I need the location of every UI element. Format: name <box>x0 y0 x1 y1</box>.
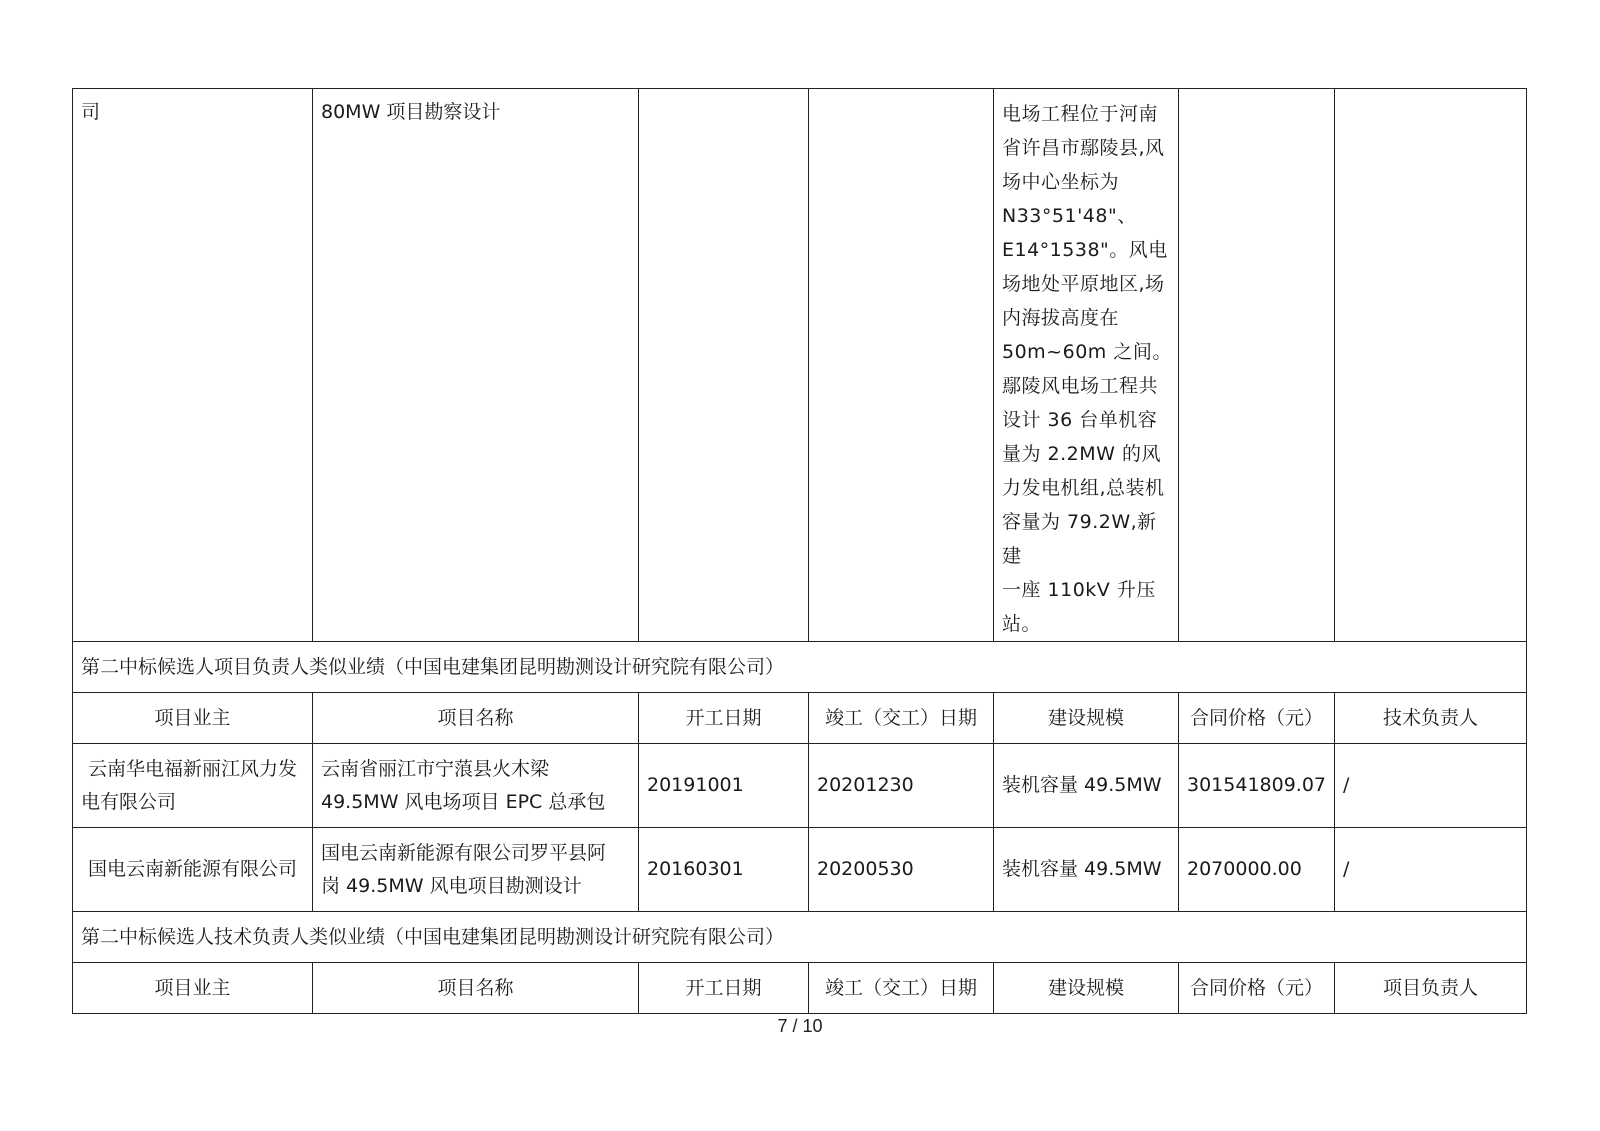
cell-end-date: 20201230 <box>809 744 994 828</box>
cell-owner <box>73 744 313 828</box>
desc-line: 设计 36 台单机容 <box>1002 409 1158 431</box>
desc-line: 力发电机组,总装机 <box>1002 477 1165 499</box>
section-title-row <box>73 642 1527 693</box>
section-title: 第二中标候选人技术负责人类似业绩（中国电建集团昆明勘测设计研究院有限公司） <box>73 912 1527 963</box>
desc-line: 容量为 79.2W,新建 <box>1002 511 1157 567</box>
section-title: 第二中标候选人项目负责人类似业绩（中国电建集团昆明勘测设计研究院有限公司） <box>73 642 1527 693</box>
header-price: 合同价格（元） <box>1179 693 1335 744</box>
cell-project-name <box>313 744 639 828</box>
header-scale: 建设规模 <box>994 693 1179 744</box>
cell-price <box>1179 89 1335 642</box>
desc-line: 量为 2.2MW 的风 <box>1002 443 1161 465</box>
owner-line: 国电云南新能源有限公司 <box>87 858 297 880</box>
desc-line: 一座 110kV 升压 <box>1002 579 1156 601</box>
cell-end-date <box>809 89 994 642</box>
cell-person: / <box>1335 744 1527 828</box>
cell-person: / <box>1335 828 1527 912</box>
cell-project-name: 80MW 项目勘察设计 <box>313 89 639 642</box>
header-owner: 项目业主 <box>73 963 313 1014</box>
header-project-name: 项目名称 <box>313 963 639 1014</box>
header-price: 合同价格（元） <box>1179 963 1335 1014</box>
desc-line: 站。 <box>1002 613 1042 635</box>
cell-start-date: 20191001 <box>639 744 809 828</box>
table-row <box>73 744 1527 828</box>
owner-line: 电有限公司 <box>81 790 177 813</box>
desc-line: 场地处平原地区,场 <box>1002 273 1165 295</box>
table-header-row <box>73 963 1527 1014</box>
cell-price: 2070000.00 <box>1179 828 1335 912</box>
table-header-row <box>73 693 1527 744</box>
header-person: 技术负责人 <box>1335 693 1527 744</box>
cell-start-date <box>639 89 809 642</box>
desc-line: N33°51'48"、 <box>1002 205 1137 227</box>
cell-project-name <box>313 828 639 912</box>
cell-end-date: 20200530 <box>809 828 994 912</box>
name-line: 云南省丽江市宁蒗县火木梁 <box>321 757 550 780</box>
header-end-date: 竣工（交工）日期 <box>809 963 994 1014</box>
owner-line: 云南华电福新丽江风力发 <box>87 757 297 780</box>
desc-line: 50m~60m 之间。 <box>1002 341 1172 363</box>
desc-line: 省许昌市鄢陵县,风 <box>1002 137 1165 159</box>
cell-scale-description <box>994 89 1179 642</box>
page-number: 7 / 10 <box>777 1016 823 1036</box>
cell-scale: 装机容量 49.5MW <box>994 744 1179 828</box>
header-end-date: 竣工（交工）日期 <box>809 693 994 744</box>
header-project-name: 项目名称 <box>313 693 639 744</box>
header-scale: 建设规模 <box>994 963 1179 1014</box>
desc-line: E14°1538"。风电 <box>1002 239 1168 261</box>
cell-owner <box>73 828 313 912</box>
table-row-continuation <box>73 89 1527 642</box>
desc-line: 场中心坐标为 <box>1002 171 1120 193</box>
name-line: 49.5MW 风电场项目 EPC 总承包 <box>321 790 606 813</box>
name-line: 岗 49.5MW 风电项目勘测设计 <box>321 874 582 897</box>
cell-person <box>1335 89 1527 642</box>
name-line: 国电云南新能源有限公司罗平县阿 <box>321 841 607 864</box>
header-project-manager: 项目负责人 <box>1335 963 1527 1014</box>
cell-scale: 装机容量 49.5MW <box>994 828 1179 912</box>
cell-owner: 司 <box>73 89 313 642</box>
performance-table <box>72 88 1527 1014</box>
header-start-date: 开工日期 <box>639 693 809 744</box>
cell-start-date: 20160301 <box>639 828 809 912</box>
desc-line: 内海拔高度在 <box>1002 307 1120 329</box>
desc-line: 电场工程位于河南 <box>1002 103 1159 125</box>
table-row <box>73 828 1527 912</box>
cell-price: 301541809.07 <box>1179 744 1335 828</box>
header-owner: 项目业主 <box>73 693 313 744</box>
header-start-date: 开工日期 <box>639 963 809 1014</box>
desc-line: 鄢陵风电场工程共 <box>1002 375 1159 397</box>
section-title-row <box>73 912 1527 963</box>
